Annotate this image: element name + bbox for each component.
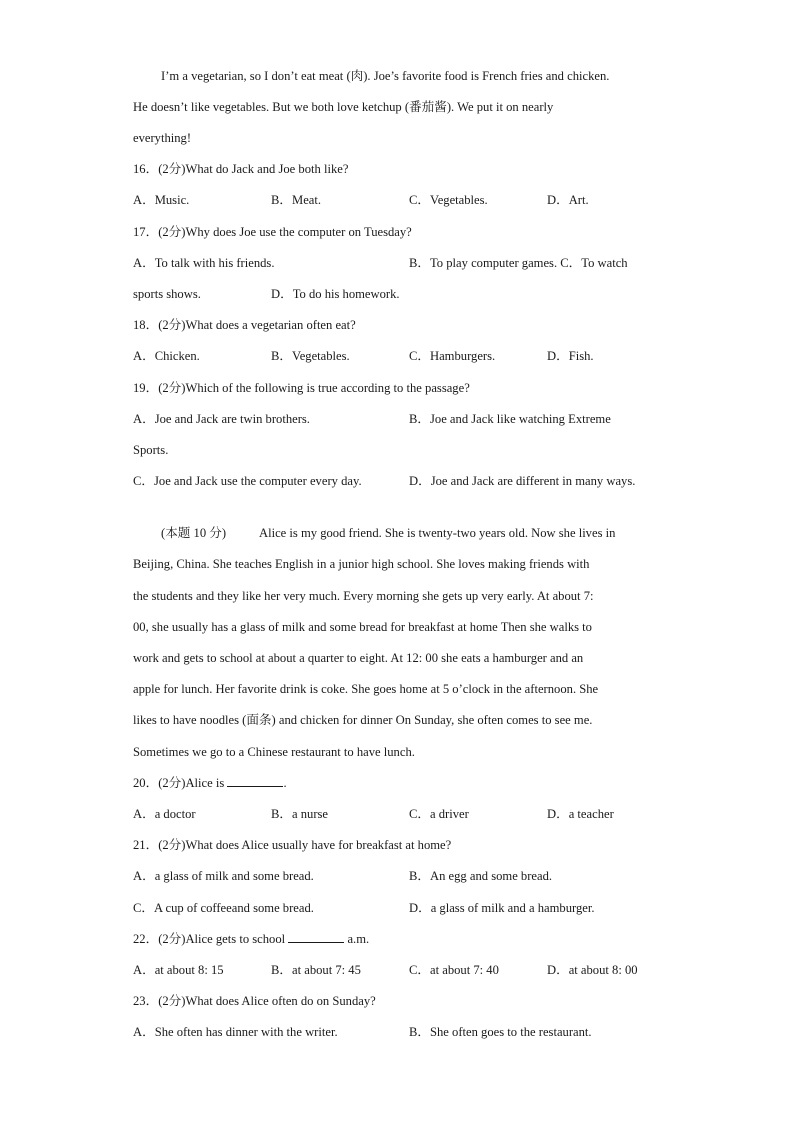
- passage2-lead: (本题 10 分): [161, 526, 227, 540]
- question-22-option-a[interactable]: A．at about 8: 15: [133, 963, 224, 977]
- passage2-line-6: apple for lunch. Her favorite drink is coke. She goes home at 5 o’clock in the afternoon. She: [133, 682, 599, 696]
- question-20-option-a[interactable]: A．a doctor: [133, 807, 196, 821]
- question-19-option-c[interactable]: C．Joe and Jack use the computer every day.: [133, 474, 362, 488]
- question-22-stem: [133, 931, 369, 947]
- question-18-option-b[interactable]: B．Vegetables.: [271, 349, 350, 363]
- question-16-option-b[interactable]: B．Meat.: [271, 193, 322, 207]
- question-21-option-b[interactable]: B．An egg and some bread.: [409, 869, 553, 883]
- question-22-option-d[interactable]: D．at about 8: 00: [547, 963, 638, 977]
- passage1-line-1: I’m a vegetarian, so I don’t eat meat (肉). Joe’s favorite food is French fries and chicken.: [161, 69, 610, 83]
- question-21-option-c[interactable]: C．A cup of coffeeand some bread.: [133, 901, 314, 915]
- passage2-line-8: Sometimes we go to a Chinese restaurant to have lunch.: [133, 745, 415, 759]
- question-17-stem: 17．(2分)Why does Joe use the computer on Tuesday?: [133, 225, 412, 239]
- question-23-stem: 23．(2分)What does Alice often do on Sunday?: [133, 994, 376, 1008]
- question-20-option-d[interactable]: D．a teacher: [547, 807, 614, 821]
- question-16-option-d[interactable]: D．Art.: [547, 193, 589, 207]
- question-17-option-b-c[interactable]: B．To play computer games. C．To watch: [409, 256, 628, 270]
- question-19-option-b[interactable]: B．Joe and Jack like watching Extreme: [409, 412, 611, 426]
- question-18-option-a[interactable]: A．Chicken.: [133, 349, 200, 363]
- question-22-option-c[interactable]: C．at about 7: 40: [409, 963, 499, 977]
- question-22-option-b[interactable]: B．at about 7: 45: [271, 963, 361, 977]
- question-23-option-b[interactable]: B．She often goes to the restaurant.: [409, 1025, 592, 1039]
- question-19-option-b-continued[interactable]: Sports.: [133, 443, 169, 457]
- passage2-line-1: Alice is my good friend. She is twenty-two years old. Now she lives in: [259, 526, 616, 540]
- question-17-option-a[interactable]: A．To talk with his friends.: [133, 256, 275, 270]
- answer-blank: [227, 775, 283, 787]
- passage1-line-2: He doesn’t like vegetables. But we both love ketchup (番茄酱). We put it on nearly: [133, 100, 554, 114]
- question-20-stem-end: .: [283, 776, 287, 790]
- passage2-line-7: likes to have noodles (面条) and chicken for dinner On Sunday, she often comes to see me.: [133, 713, 593, 727]
- question-17-option-c-continued[interactable]: sports shows.: [133, 287, 201, 301]
- question-20-stem-text: 20．(2分)Alice is: [133, 776, 225, 790]
- question-20-stem: [133, 775, 287, 791]
- question-19-stem: 19．(2分)Which of the following is true according to the passage?: [133, 381, 470, 395]
- question-21-stem: 21．(2分)What does Alice usually have for breakfast at home?: [133, 838, 452, 852]
- passage1-line-3: everything!: [133, 131, 192, 145]
- question-19-option-a[interactable]: A．Joe and Jack are twin brothers.: [133, 412, 310, 426]
- question-16-option-c[interactable]: C．Vegetables.: [409, 193, 488, 207]
- question-18-option-d[interactable]: D．Fish.: [547, 349, 594, 363]
- question-20-option-c[interactable]: C．a driver: [409, 807, 469, 821]
- question-23-option-a[interactable]: A．She often has dinner with the writer.: [133, 1025, 338, 1039]
- question-18-option-c[interactable]: C．Hamburgers.: [409, 349, 496, 363]
- answer-blank: [288, 931, 344, 943]
- question-16-option-a[interactable]: A．Music.: [133, 193, 190, 207]
- question-21-option-d[interactable]: D．a glass of milk and a hamburger.: [409, 901, 595, 915]
- passage2-line-5: work and gets to school at about a quarter to eight. At 12: 00 she eats a hamburger and an: [133, 651, 584, 665]
- passage2-line-3: the students and they like her very much. Every morning she gets up very early. At about 7:: [133, 589, 594, 603]
- question-17-option-d[interactable]: D．To do his homework.: [271, 287, 400, 301]
- question-19-option-d[interactable]: D．Joe and Jack are different in many ways.: [409, 474, 636, 488]
- passage2-line-4: 00, she usually has a glass of milk and some bread for breakfast at home Then she walks to: [133, 620, 592, 634]
- question-21-option-a[interactable]: A．a glass of milk and some bread.: [133, 869, 314, 883]
- question-16-stem: 16．(2分)What do Jack and Joe both like?: [133, 162, 349, 176]
- question-22-stem-end: a.m.: [347, 932, 370, 946]
- question-18-stem: 18．(2分)What does a vegetarian often eat?: [133, 318, 356, 332]
- question-22-stem-text: 22．(2分)Alice gets to school: [133, 932, 286, 946]
- question-20-option-b[interactable]: B．a nurse: [271, 807, 329, 821]
- passage2-line-2: Beijing, China. She teaches English in a junior high school. She loves making friends with: [133, 557, 590, 571]
